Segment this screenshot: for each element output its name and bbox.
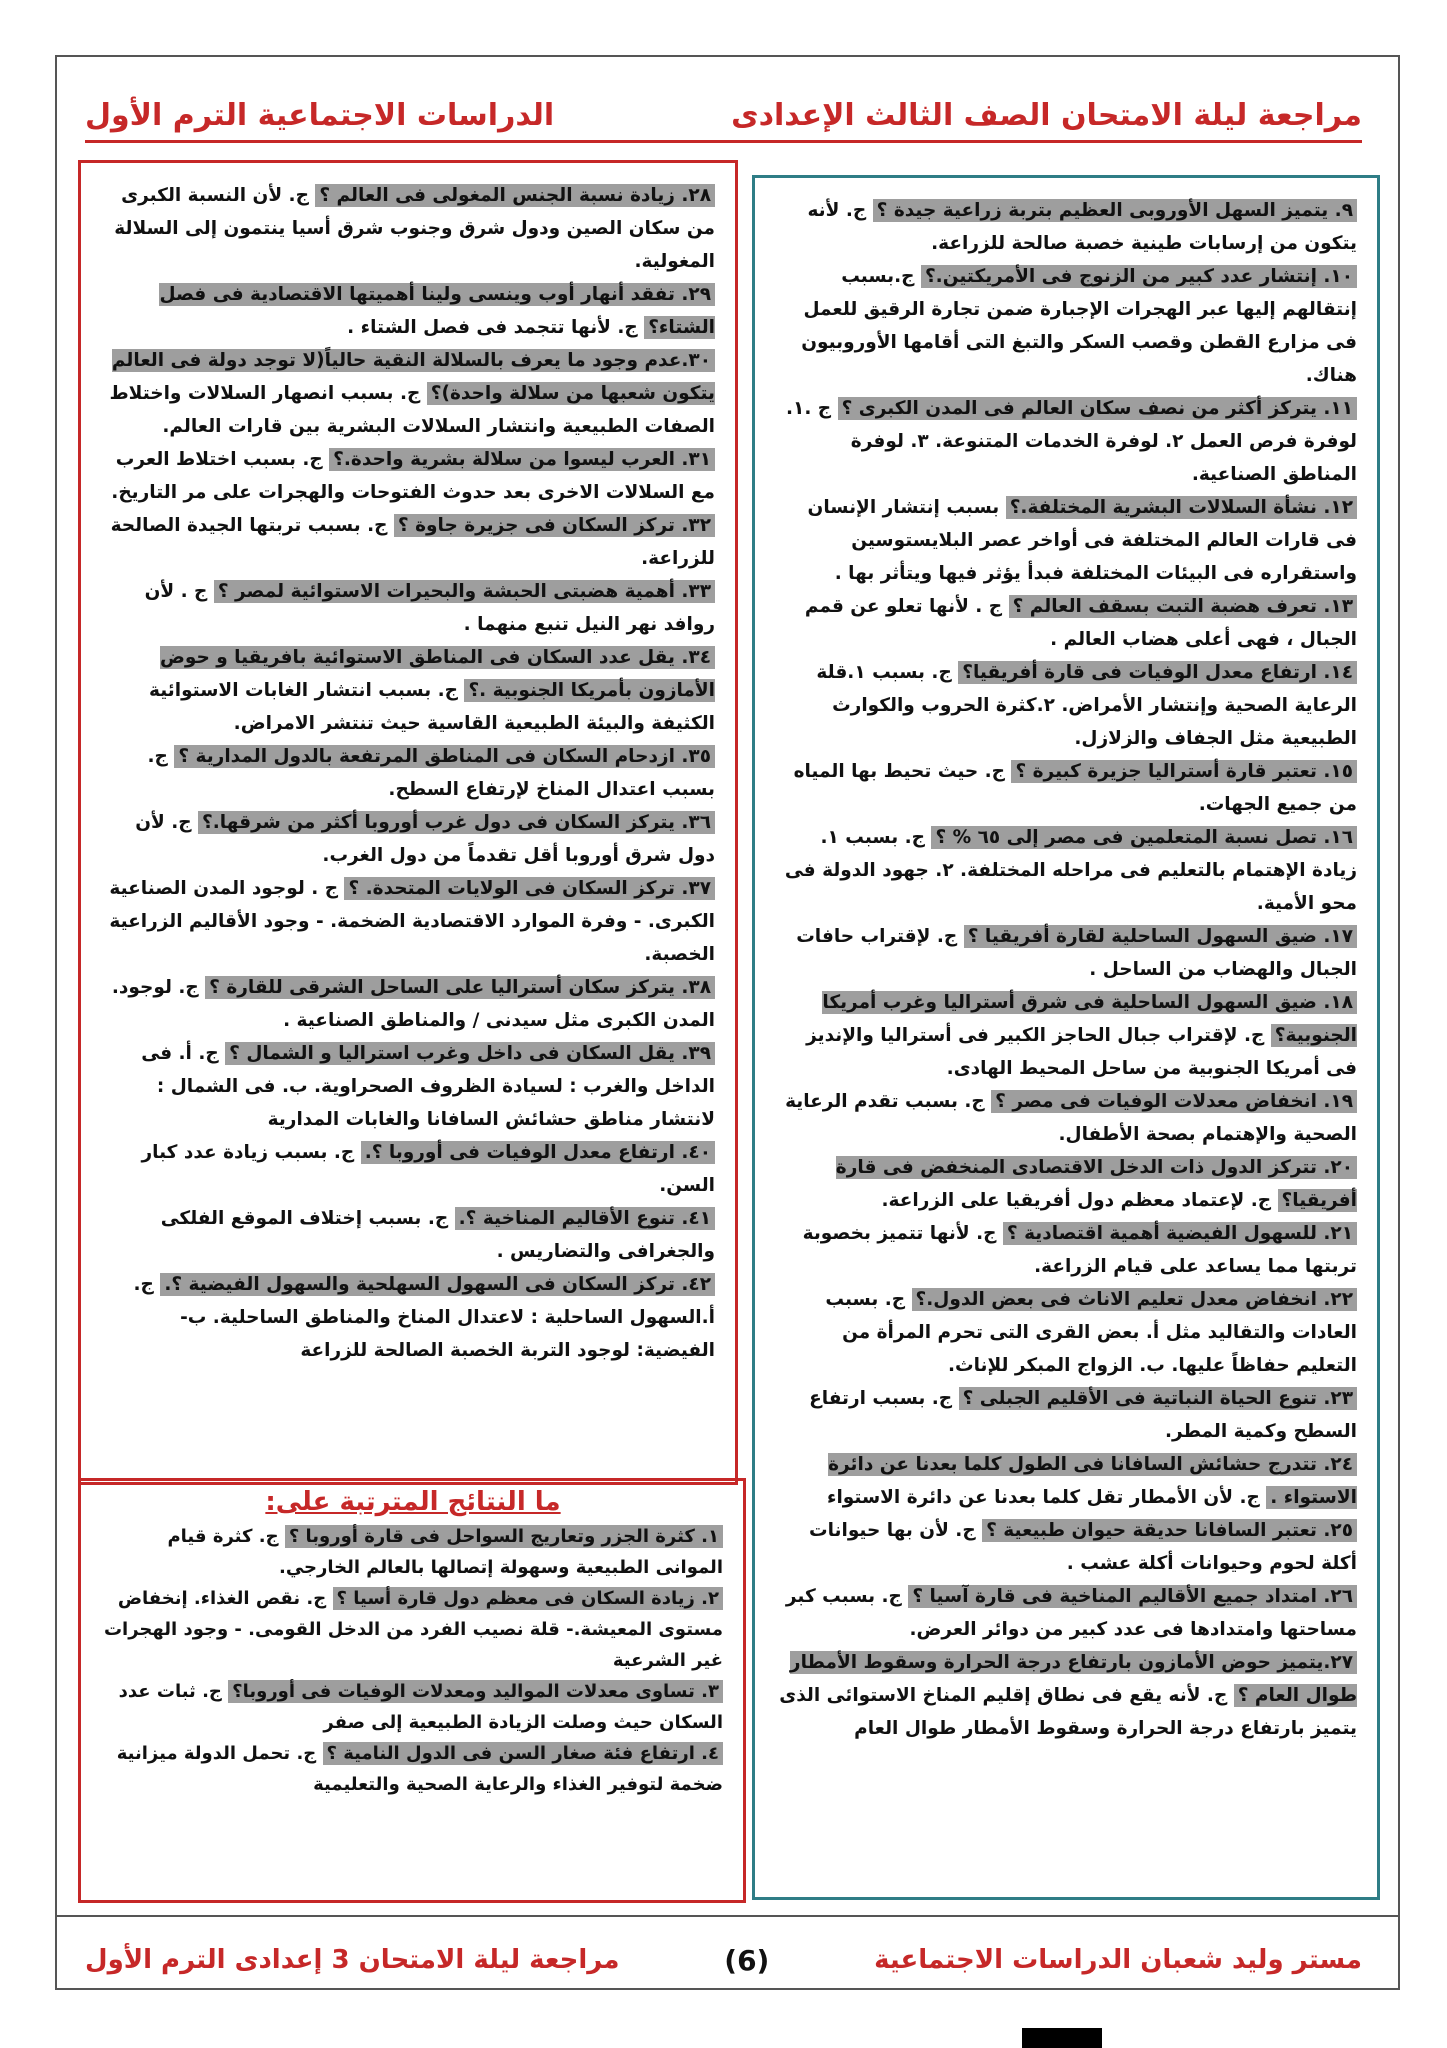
question-item bbox=[103, 575, 715, 641]
question-text: ٣٩. يقل السكان فى داخل وغرب استراليا و الشمال ؟ bbox=[225, 1042, 715, 1065]
question-text: ٤١. تنوع الأقاليم المناخية ؟. bbox=[455, 1207, 715, 1230]
answer-text: ج. ثبات عدد السكان حيث وصلت الزيادة الطبيعية إلى صفر bbox=[118, 1681, 723, 1733]
question-text: ٣٠.عدم وجود ما يعرف بالسلالة النقية حالياً(لا توجد دولة فى العالم يتكون شعبها من سلالة واحدة)؟ bbox=[111, 350, 715, 404]
header-right-title: مراجعة ليلة الامتحان الصف الثالث الإعدادى bbox=[731, 97, 1362, 133]
question-text: ٣. تساوى معدلات المواليد ومعدلات الوفيات فى أوروبا؟ bbox=[228, 1680, 723, 1703]
footer-divider bbox=[55, 1915, 1400, 1917]
question-item bbox=[775, 656, 1357, 755]
question-text: ١٩. انخفاض معدلات الوفيات فى مصر ؟ bbox=[991, 1090, 1357, 1113]
answer-text: ج. أ.السهول الساحلية : لاعتدال المناخ والمناطق الساحلية. ب- الفيضية: لوجود التربة الخصبة الصالحة للزراعة bbox=[133, 1274, 715, 1361]
question-text: ١٢. نشأة السلالات البشرية المختلفة.؟ bbox=[1006, 496, 1357, 519]
page-number: (6) bbox=[724, 1943, 770, 1977]
answer-text: ج. بسبب زيادة عدد كبار السن. bbox=[141, 1142, 715, 1196]
results-title: ما النتائج المترتبة على: bbox=[265, 1487, 561, 1517]
question-item bbox=[103, 1583, 723, 1676]
results-list bbox=[103, 1521, 723, 1800]
question-item bbox=[775, 1217, 1357, 1283]
question-text: ٣٧. تركز السكان فى الولايات المتحدة. ؟ bbox=[344, 877, 715, 900]
question-item bbox=[775, 1382, 1357, 1448]
question-item bbox=[775, 590, 1357, 656]
footer-subject: مراجعة ليلة الامتحان 3 إعدادى الترم الأول bbox=[85, 1945, 620, 1975]
answer-text: ج. لإقتراب حافات الجبال والهضاب من الساحل . bbox=[796, 926, 1357, 980]
answer-text: ج. بسبب اختلاط العرب مع السلالات الاخرى بعد حدوث الفتوحات والهجرات على مر التاريخ. bbox=[111, 449, 715, 503]
question-text: ٣٤. يقل عدد السكان فى المناطق الاستوائية بافريقيا و حوض الأمازون بأمريكا الجنوبية .؟ bbox=[159, 647, 715, 701]
question-item bbox=[103, 443, 715, 509]
answer-text: ج. تحمل الدولة ميزانية ضخمة لتوفير الغذاء والرعاية الصحية والتعليمية bbox=[116, 1743, 723, 1795]
question-text: ٩. يتميز السهل الأوروبى العظيم بتربة زراعية جيدة ؟ bbox=[873, 199, 1357, 222]
question-item bbox=[103, 641, 715, 740]
answer-text: ج. بسبب تقدم الرعاية الصحية والإهتمام بصحة الأطفال. bbox=[785, 1091, 1357, 1145]
question-item bbox=[103, 971, 715, 1037]
answer-text: ج. بسبب تربتها الجيدة الصالحة للزراعة. bbox=[110, 515, 715, 569]
answer-text: ج. لإعتماد معظم دول أفريقيا على الزراعة. bbox=[881, 1190, 1272, 1211]
answer-text: ج. لأنها تتجمد فى فصل الشتاء . bbox=[347, 317, 638, 338]
answer-text: ج . لوجود المدن الصناعية الكبرى. - وفرة الموارد الاقتصادية الضخمة. - وجود الأقاليم الزراعية الخصبة. bbox=[109, 878, 715, 965]
answer-text: ج. بسبب انتشار الغابات الاستوائية الكثيفة والبيئة الطبيعية القاسية حيث تنتشر الامراض. bbox=[149, 680, 715, 734]
question-text: ١٠. إنتشار عدد كبير من الزنوج فى الأمريكتين.؟ bbox=[921, 265, 1357, 288]
answer-text: ج. لوجود. المدن الكبرى مثل سيدنى / والمناطق الصناعية . bbox=[111, 977, 715, 1031]
question-text: ٢٠. تتركز الدول ذات الدخل الاقتصادى المنخفض فى قارة أفريقيا؟ bbox=[835, 1157, 1357, 1211]
page-header bbox=[85, 95, 1362, 135]
answer-text: ج. أ. فى الداخل والغرب : لسيادة الظروف الصحراوية. ب. فى الشمال : لانتشار مناطق حشائش السافانا والغابات المدارية bbox=[141, 1043, 715, 1130]
left-column-box bbox=[78, 160, 738, 1485]
answer-text: ج. لأن النسبة الكبرى من سكان الصين ودول شرق وجنوب شرق أسيا ينتمون إلى السلالة المغولية. bbox=[114, 185, 715, 272]
question-text: ١٦. تصل نسبة المتعلمين فى مصر إلى ٦٥ % ؟ bbox=[931, 826, 1357, 849]
question-item bbox=[103, 278, 715, 344]
question-item bbox=[775, 260, 1357, 392]
question-item bbox=[103, 509, 715, 575]
question-text: ٢٩. تفقد أنهار أوب وينسى ولينا أهميتها الاقتصادية فى فصل الشتاء؟ bbox=[159, 284, 715, 338]
question-text: ١٥. تعتبر قارة أستراليا جزيرة كبيرة ؟ bbox=[1011, 760, 1357, 783]
page-footer bbox=[85, 1935, 1362, 1985]
question-item bbox=[775, 1085, 1357, 1151]
question-item bbox=[775, 1151, 1357, 1217]
question-item bbox=[775, 755, 1357, 821]
question-item bbox=[775, 986, 1357, 1085]
answer-text: ج. لأن الأمطار تقل كلما بعدنا عن دائرة الاستواء bbox=[827, 1487, 1260, 1508]
question-item bbox=[775, 491, 1357, 590]
question-item bbox=[103, 1738, 723, 1800]
question-text: ٣٨. يتركز سكان أستراليا على الساحل الشرقى للقارة ؟ bbox=[205, 976, 715, 999]
question-text: ٢١. للسهول الفيضية أهمية اقتصادية ؟ bbox=[1003, 1222, 1357, 1245]
question-text: ١. كثرة الجزر وتعاريج السواحل فى قارة أوروبا ؟ bbox=[285, 1525, 723, 1548]
question-item bbox=[775, 194, 1357, 260]
question-item bbox=[103, 1136, 715, 1202]
answer-text: ج. بسبب العادات والتقاليد مثل أ. بعض القرى التى تحرم المرأة من التعليم حفاظاً عليها. ب. الزواج المبكر للإناث. bbox=[825, 1289, 1357, 1376]
answer-text: ج. بسبب كبر مساحتها وامتدادها فى عدد كبير من دوائر العرض. bbox=[785, 1586, 1357, 1640]
question-text: ٢٥. تعتبر السافانا حديقة حيوان طبيعية ؟ bbox=[982, 1519, 1357, 1542]
answer-text: ج.بسبب إنتقالهم إليها عبر الهجرات الإجبارة ضمن تجارة الرقيق للعمل فى مزارع القطن وقصب السكر والتبغ التى أقامها الأوروبيون هناك. bbox=[801, 266, 1357, 386]
question-text: ٢٣. تنوع الحياة النباتية فى الأقليم الجبلى ؟ bbox=[959, 1387, 1357, 1410]
answer-text: ج. لأن دول شرق أوروبا أقل تقدماً من دول الغرب. bbox=[135, 812, 715, 866]
question-item bbox=[775, 392, 1357, 491]
question-item bbox=[103, 806, 715, 872]
question-text: ٣٢. تركز السكان فى جزيرة جاوة ؟ bbox=[394, 514, 715, 537]
question-item bbox=[775, 1283, 1357, 1382]
answer-text: ج. بسبب ١.قلة الرعاية الصحية وإنتشار الأمراض. ٢.كثرة الحروب والكوارث الطبيعية مثل الجفاف والزلازل. bbox=[816, 662, 1357, 749]
question-item bbox=[775, 1514, 1357, 1580]
answer-text: ج. لأنها تتميز بخصوبة تربتها مما يساعد على قيام الزراعة. bbox=[802, 1223, 1357, 1277]
footer-author: مستر وليد شعبان الدراسات الاجتماعية bbox=[874, 1945, 1362, 1975]
question-item bbox=[103, 344, 715, 443]
question-item bbox=[103, 1202, 715, 1268]
answer-text: ج. كثرة قيام الموانى الطبيعية وسهولة إتصالها بالعالم الخارجي. bbox=[167, 1526, 723, 1578]
header-left-title: الدراسات الاجتماعية الترم الأول bbox=[85, 97, 555, 133]
question-item bbox=[103, 1268, 715, 1367]
question-text: ٤. ارتفاع فئة صغار السن فى الدول النامية ؟ bbox=[323, 1742, 723, 1765]
answer-text: ج . لأنها تعلو عن قمم الجبال ، فهى أعلى هضاب العالم . bbox=[804, 596, 1357, 650]
results-box bbox=[78, 1478, 746, 1903]
answer-text: ج. بسبب اعتدال المناخ لإرتفاع السطح. bbox=[147, 746, 715, 800]
answer-text: ج. لأنه يقع فى نطاق إقليم المناخ الاستوائى الذى يتميز بارتفاع درجة الحرارة وسقوط الأمطار طوال العام bbox=[779, 1685, 1357, 1739]
answer-text: ج. لأنه يتكون من إرسابات طينية خصبة صالحة للزراعة. bbox=[807, 200, 1357, 254]
answer-text: ج. لإقتراب جبال الحاجز الكبير فى أستراليا والإنديز فى أمريكا الجنوبية من ساحل المحيط الهادى. bbox=[806, 1025, 1357, 1079]
question-text: ٤٢. تركز السكان فى السهول السهلحية والسهول الفيضية ؟. bbox=[160, 1273, 715, 1296]
question-item bbox=[103, 1037, 715, 1136]
question-text: ٢٨. زيادة نسبة الجنس المغولى فى العالم ؟ bbox=[315, 184, 715, 207]
header-divider bbox=[85, 140, 1362, 143]
question-item bbox=[103, 872, 715, 971]
question-item bbox=[103, 740, 715, 806]
question-item bbox=[775, 920, 1357, 986]
question-text: ٢٦. امتداد جميع الأقاليم المناخية فى قارة آسيا ؟ bbox=[908, 1585, 1357, 1608]
question-text: ٣٦. يتركز السكان فى دول غرب أوروبا أكثر من شرقها.؟ bbox=[198, 811, 715, 834]
question-text: ٣٥. ازدحام السكان فى المناطق المرتفعة بالدول المدارية ؟ bbox=[174, 745, 715, 768]
question-text: ٣١. العرب ليسوا من سلالة بشرية واحدة.؟ bbox=[329, 448, 715, 471]
question-text: ٢٢. انخفاض معدل تعليم الاناث فى بعض الدول.؟ bbox=[912, 1288, 1357, 1311]
answer-text: ج. بسبب إختلاف الموقع الفلكى والجغرافى والتضاريس . bbox=[160, 1208, 715, 1262]
question-item bbox=[775, 1448, 1357, 1514]
question-text: ١٨. ضيق السهول الساحلية فى شرق أستراليا وغرب أمريكا الجنوبية؟ bbox=[822, 992, 1357, 1046]
question-item bbox=[103, 1676, 723, 1738]
right-column-box bbox=[752, 175, 1380, 1900]
answer-text: ج. بسبب ١. زيادة الإهتمام بالتعليم فى مراحله المختلفة. ٢. جهود الدولة فى محو الأمية. bbox=[784, 827, 1357, 914]
question-text: ١٣. تعرف هضبة التبت بسقف العالم ؟ bbox=[1009, 595, 1357, 618]
question-text: ١٧. ضيق السهول الساحلية لقارة أفريقيا ؟ bbox=[964, 925, 1357, 948]
question-item bbox=[775, 821, 1357, 920]
answer-text: ج. لأن بها حيوانات أكلة لحوم وحيوانات أكلة عشب . bbox=[809, 1520, 1357, 1574]
question-item bbox=[775, 1646, 1357, 1745]
question-text: ٢٧.يتميز حوض الأمازون بارتفاع درجة الحرارة وسقوط الأمطار طوال العام ؟ bbox=[789, 1652, 1357, 1706]
answer-text: ج. حيث تحيط بها المياه من جميع الجهات. bbox=[793, 761, 1357, 815]
question-text: ٣٣. أهمية هضبتى الحبشة والبحيرات الاستوائية لمصر ؟ bbox=[214, 580, 715, 603]
question-text: ٤٠. ارتفاع معدل الوفيات فى أوروبا ؟. bbox=[361, 1141, 715, 1164]
answer-text: ج. بسبب ارتفاع السطح وكمية المطر. bbox=[809, 1388, 1357, 1442]
answer-text: بسبب إنتشار الإنسان فى قارات العالم المختلفة فى أواخر عصر البلايستوسين واستقراره فى البيئات المختلفة فبدأ يؤثر فيها ويتأثر بها . bbox=[807, 497, 1357, 584]
scan-artifact bbox=[1022, 2028, 1102, 2048]
question-item bbox=[103, 1521, 723, 1583]
question-text: ١١. يتركز أكثر من نصف سكان العالم فى المدن الكبرى ؟ bbox=[838, 397, 1357, 420]
answer-text: ج .١. لوفرة فرص العمل ٢. لوفرة الخدمات المتنوعة. ٣. لوفرة المناطق الصناعية. bbox=[786, 398, 1357, 485]
answer-text: ج. نقص الغذاء. إنخفاض مستوى المعيشة.- قلة نصيب الفرد من الدخل القومى. - وجود الهجرات غير الشرعية bbox=[103, 1588, 723, 1671]
question-item bbox=[775, 1580, 1357, 1646]
answer-text: ج. بسبب انصهار السلالات واختلاط الصفات الطبيعية وانتشار السلالات البشرية بين قارات العالم. bbox=[109, 383, 715, 437]
question-text: ١٤. ارتفاع معدل الوفيات فى قارة أفريقيا؟ bbox=[958, 661, 1357, 684]
question-text: ٢٤. تتدرج حشائش السافانا فى الطول كلما بعدنا عن دائرة الاستواء . bbox=[828, 1454, 1357, 1508]
question-item bbox=[103, 179, 715, 278]
question-text: ٢. زيادة السكان فى معظم دول قارة أسيا ؟ bbox=[333, 1587, 724, 1610]
answer-text: ج . لأن روافد نهر النيل تنبع منهما . bbox=[144, 581, 715, 635]
